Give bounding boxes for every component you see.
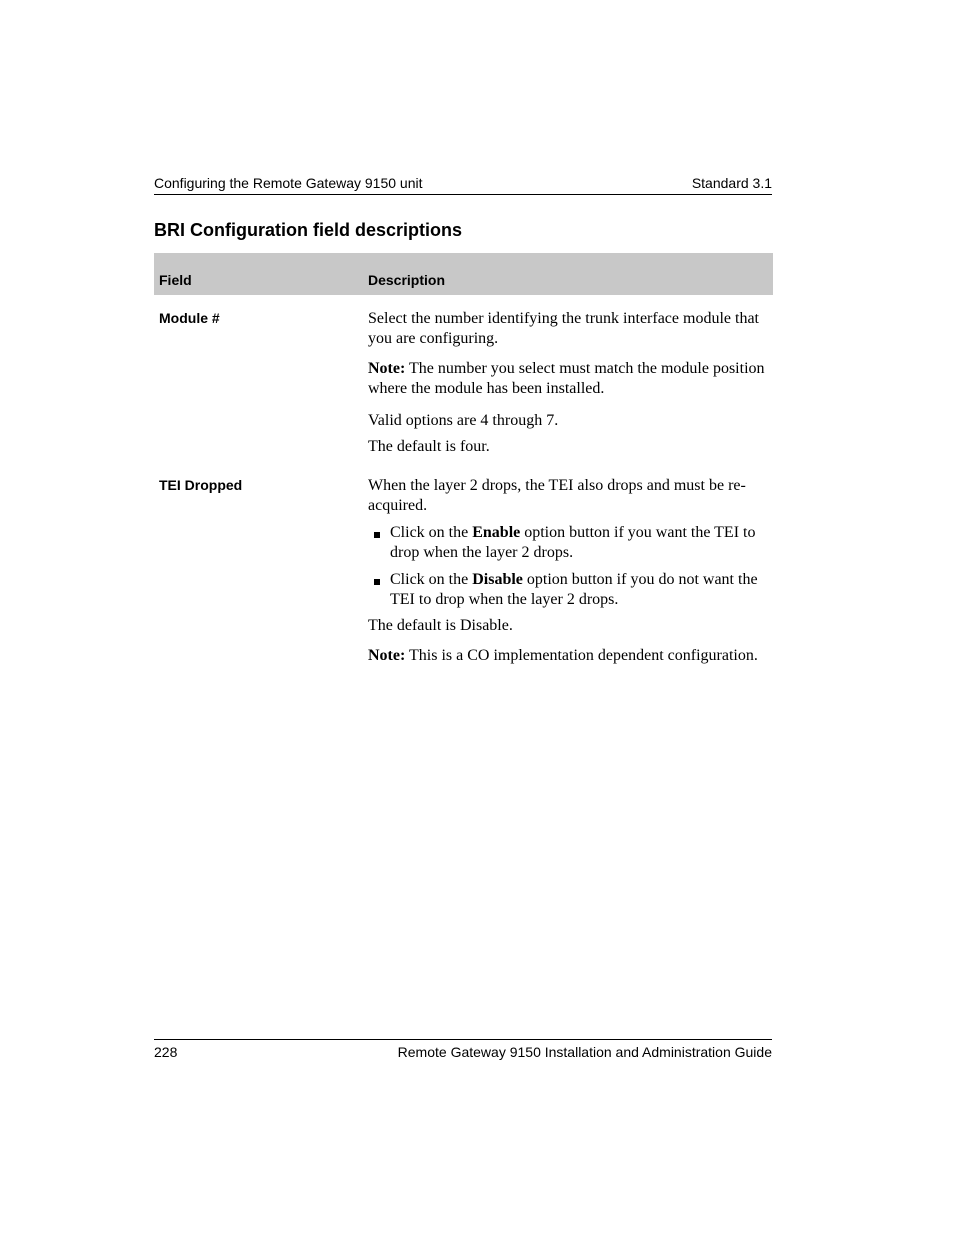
page-number: 228 bbox=[154, 1044, 178, 1060]
table-header bbox=[154, 253, 773, 295]
column-header-description: Description bbox=[368, 272, 446, 288]
page-footer bbox=[154, 1039, 772, 1061]
disable-term: Disable bbox=[472, 571, 523, 588]
note-label: Note: bbox=[368, 360, 406, 377]
page-header bbox=[154, 174, 772, 195]
note-text: This is a CO implementation dependent configuration. bbox=[405, 647, 758, 664]
bullet-text: Click on the bbox=[390, 524, 473, 541]
page-title: BRI Configuration field descriptions bbox=[154, 220, 463, 240]
description-text: Select the number identifying the trunk interface module that you are configuring. bbox=[368, 310, 759, 347]
bullet-text: option button if you do not want the TEI to drop when the layer 2 drops. bbox=[390, 571, 758, 608]
valid-options-text: Valid options are 4 through 7. bbox=[368, 412, 559, 429]
guide-title: Remote Gateway 9150 Installation and Administration Guide bbox=[397, 1044, 772, 1060]
header-standard: Standard 3.1 bbox=[691, 175, 772, 191]
header-section-title: Configuring the Remote Gateway 9150 unit bbox=[154, 175, 423, 191]
default-value-text: The default is four. bbox=[368, 438, 490, 455]
description-tei-dropped bbox=[368, 476, 773, 666]
field-label-module: Module # bbox=[159, 310, 220, 326]
description-module bbox=[368, 309, 773, 457]
note-paragraph bbox=[368, 359, 773, 399]
bullet-text: option button if you want the TEI to drop when the layer 2 drops. bbox=[390, 524, 756, 561]
note-paragraph bbox=[368, 646, 773, 666]
bullet-text: Click on the bbox=[390, 571, 473, 588]
enable-term: Enable bbox=[472, 524, 521, 541]
bullet-enable bbox=[368, 523, 773, 563]
column-header-field: Field bbox=[159, 272, 192, 288]
note-text: The number you select must match the module position where the module has been installed. bbox=[368, 360, 765, 397]
description-text: When the layer 2 drops, the TEI also drops and must be re-acquired. bbox=[368, 477, 746, 514]
bullet-disable bbox=[368, 570, 773, 610]
default-value-text: The default is Disable. bbox=[368, 617, 513, 634]
field-label-tei-dropped: TEI Dropped bbox=[159, 477, 243, 493]
note-label: Note: bbox=[368, 647, 406, 664]
